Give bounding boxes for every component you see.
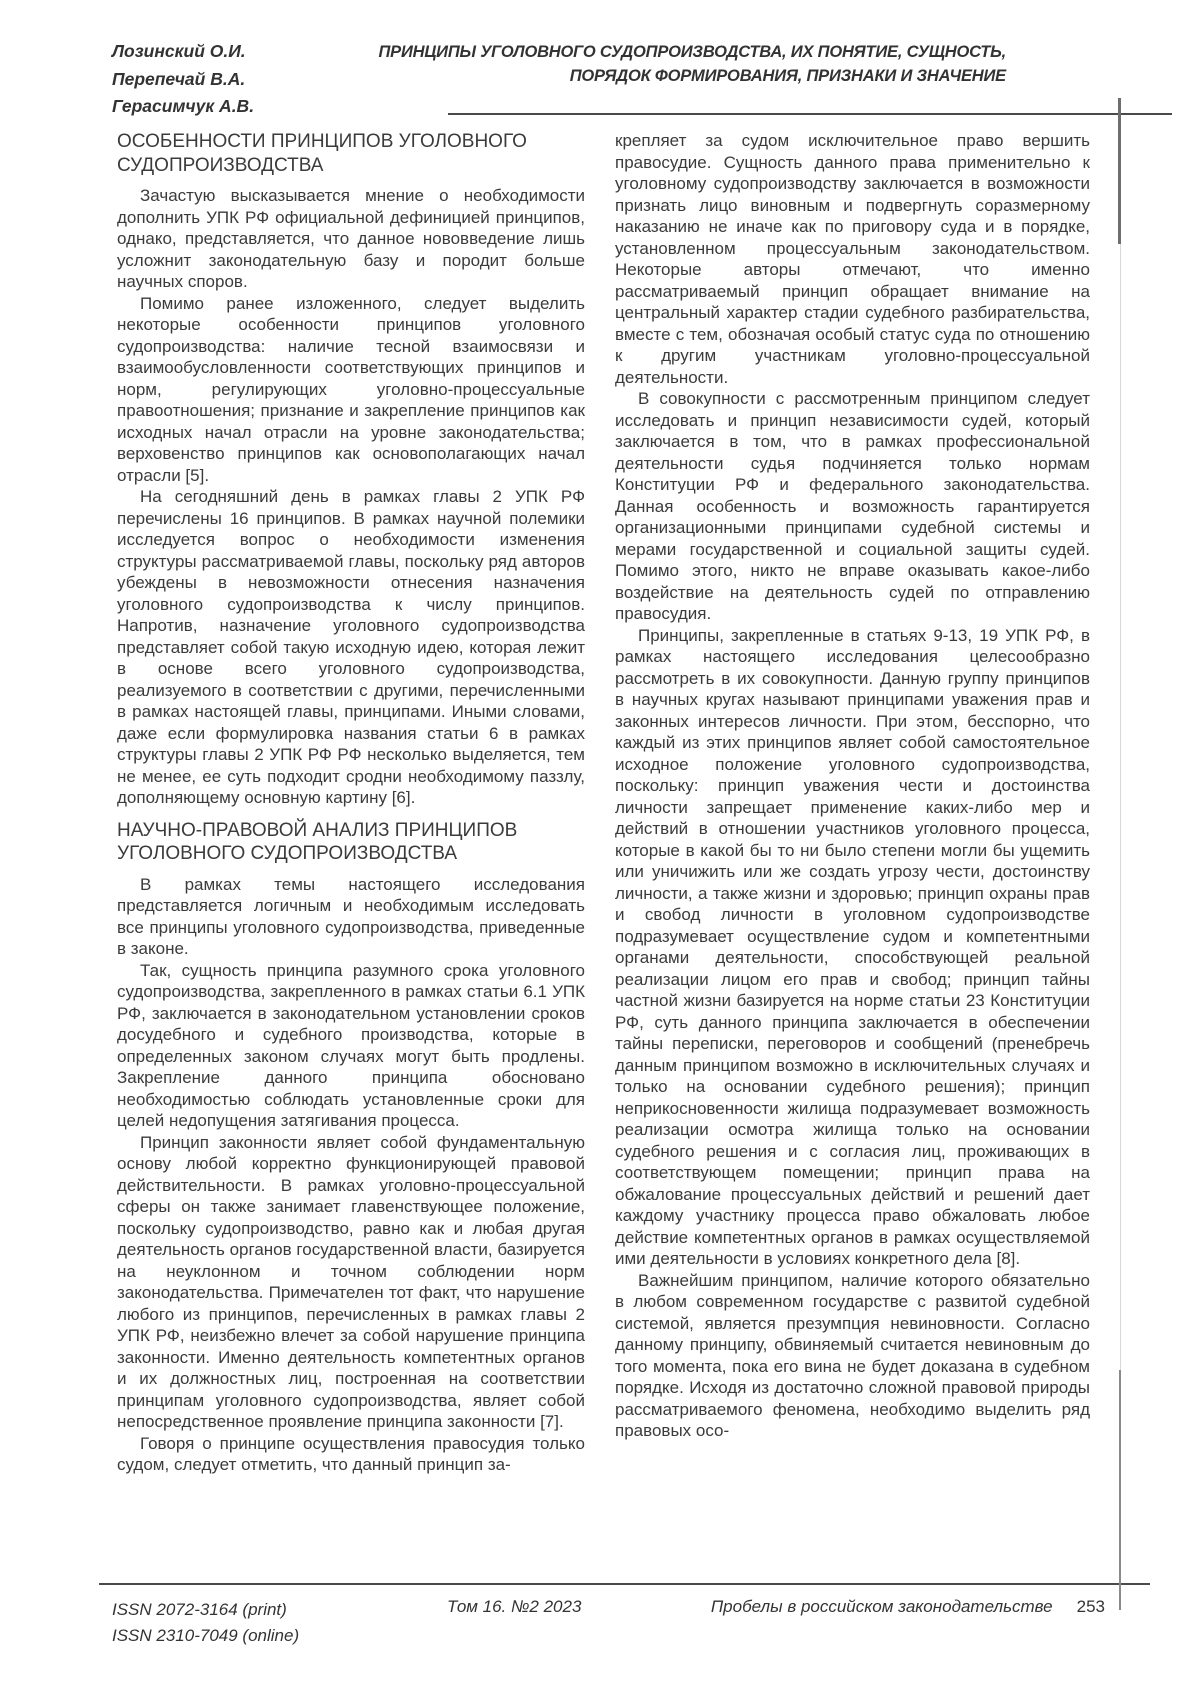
article-title-line2: ПОРЯДОК ФОРМИРОВАНИЯ, ПРИЗНАКИ И ЗНАЧЕНИЕ bbox=[569, 67, 1006, 85]
article-title-line1: ПРИНЦИПЫ УГОЛОВНОГО СУДОПРОИЗВОДСТВА, ИХ ПОНЯТИЕ, СУЩНОСТЬ, bbox=[378, 43, 1006, 61]
page-edge-artifact-bottom bbox=[1119, 1370, 1121, 1610]
body-paragraph: В рамках темы настоящего исследования представляется логичным и необходимым исследовать все принципы уголовного судопроизводства, приведенные в законе. bbox=[117, 874, 585, 958]
column-left bbox=[117, 130, 585, 1476]
section-heading-features: ОСОБЕННОСТИ ПРИНЦИПОВ УГОЛОВНОГО СУДОПРОИЗВОДСТВА bbox=[117, 131, 527, 176]
body-paragraph-continuation: крепляет за судом исключительное право вершить правосудие. Сущность данного права применительно к уголовному судопроизводству заключается в возможности признать лицо виновным и подвергнуть соразмерному наказанию не иначе как по приговору суда и в порядке, установленном процессуальным законодательством. Некоторые авторы отмечают, что именно рассматриваемый принцип обращает внимание на центральный характер стадии судебного разбирательства, вместе с тем, обозначая особый статус суда по отношению к другим участникам уголовно-процессуальной деятельности. bbox=[615, 131, 1090, 387]
journal-name-group bbox=[711, 1597, 1105, 1617]
author-line: Лозинский О.И. bbox=[112, 41, 246, 61]
article-title bbox=[330, 40, 1006, 88]
article-body bbox=[117, 130, 1090, 1476]
authors-block bbox=[112, 38, 254, 121]
volume-issue: Том 16. №2 2023 bbox=[447, 1597, 582, 1616]
body-paragraph: Зачастую высказывается мнение о необходимости дополнить УПК РФ официальной дефиницией принципов, однако, представляется, что данное нововведение лишь усложнит законодательную базу и породит больше научных споров. bbox=[117, 186, 585, 291]
body-paragraph: На сегодняшний день в рамках главы 2 УПК РФ перечислены 16 принципов. В рамках научной полемики исследуется вопрос о необходимости изменения структуры рассматриваемой главы, поскольку ряд авторов убеждены в невозможности отнесения назначения уголовного судопроизводства к числу принципов. Напротив, назначение уголовного судопроизводства представляет собой такую исходную идею, которая лежит в основе всего уголовного судопроизводства, реализуемого в соответствии с другими, перечисленными в рамках настоящей главы, принципами. Иными словами, даже если формулировка названия статьи 6 в рамках структуры главы 2 УПК РФ РФ несколько выделяется, тем не менее, ее суть подходит сродни необходимому паззлу, дополняющему основную картину [6]. bbox=[117, 487, 585, 807]
body-paragraph: Так, сущность принципа разумного срока уголовного судопроизводства, закрепленного в рамках статьи 6.1 УПК РФ, заключается в законодательном установлении сроков досудебного и судебного производства, которые в определенных законом случаях могут быть продлены. Закрепление данного принципа обосновано необходимостью соблюдать установленные сроки для целей недопущения затягивания процесса. bbox=[117, 960, 585, 1130]
journal-name: Пробелы в российском законодательстве bbox=[710, 1597, 1053, 1616]
body-paragraph: Принцип законности являет собой фундаментальную основу любой корректно функционирующей правовой действительности. В рамках уголовно-процессуальной сферы он также занимает главенствующее положение, поскольку судопроизводство, равно как и любая другая деятельность органов государственной власти, базируется на неуклонном и точном соблюдении норм законодательства. Примечателен тот факт, что нарушение любого из принципов, перечисленных в рамках главы 2 УПК РФ, неизбежно влечет за собой нарушение принципа законности. Именно деятельность компетентных органов и их должностных лиц, построенная на соответствии принципам уголовного судопроизводства, являет собой непосредственное проявление принципа законности [7]. bbox=[117, 1132, 585, 1431]
author-line: Герасимчук А.В. bbox=[112, 96, 255, 116]
footer bbox=[112, 1597, 1105, 1649]
header-divider bbox=[448, 113, 1172, 115]
body-paragraph: Принципы, закрепленные в статьях 9-13, 19 УПК РФ, в рамках настоящего исследования целесообразно рассмотреть в их совокупности. Данную группу принципов в научных кругах называют принципами уважения прав и законных интересов личности. При этом, бесспорно, что каждый из этих принципов являет собой самостоятельное исходное положение уголовного судопроизводства, поскольку: принцип уважения чести и достоинства личности запрещает применение каких-либо мер и действий в отношении участников уголовного процесса, которые в какой бы то ни было степени могли бы ущемить или уничижить или же создать угрозу чести, достоинству личности, а также жизни и здоровью; принцип охраны прав и свобод личности в уголовном судопроизводстве подразумевает осуществление судом и компетентными органами деятельности, способствующей реальной реализации лицом его прав и свобод; принцип тайны частной жизни базируется на норме статьи 23 Конституции РФ, суть данного принципа заключается в обеспечении тайны переписки, переговоров и сообщений (пренебречь данным принципом возможно в исключительных случаях и только на основании судебного решения); принцип неприкосновенности жилища подразумевает возможность реализации осмотра жилища только на основании судебного решения и с согласия лиц, проживающих в соответствующем помещении; принцип права на обжалование процессуальных действий и решений дает каждому участнику процесса право обжаловать любое действие компетентных органов в рамках осуществляемой ими деятельности в условиях конкретного дела [8]. bbox=[615, 625, 1090, 1268]
body-paragraph: В совокупности с рассмотренным принципом следует исследовать и принцип независимости судей, который заключается в том, что в рамках профессиональной деятельности судья подчиняется только нормам Конституции РФ и федерального законодательства. Данная особенность и возможность гарантируется организационными принципами судебной системы и мерами государственной и социальной защиты судей. Помимо этого, никто не вправе оказывать какое-либо воздействие на деятельность судей по отправлению правосудия. bbox=[615, 389, 1090, 623]
body-paragraph: Говоря о принципе осуществления правосудия только судом, следует отметить, что данный принцип за- bbox=[117, 1433, 585, 1474]
section-heading-analysis: НАУЧНО-ПРАВОВОЙ АНАЛИЗ ПРИНЦИПОВ УГОЛОВНОГО СУДОПРОИЗВОДСТВА bbox=[117, 819, 518, 864]
column-right bbox=[615, 130, 1090, 1476]
page-number: 253 bbox=[1076, 1597, 1105, 1616]
body-paragraph: Важнейшим принципом, наличие которого обязательно в любом современном государстве с развитой судебной системой, является презумпция невиновности. Согласно данному принципу, обвиняемый считается невиновным до того момента, пока его вина не будет доказана в судебном порядке. Исходя из достаточно сложной правовой природы рассматриваемого феномена, необходимо выделить ряд правовых осо- bbox=[615, 1270, 1090, 1440]
issn-print: ISSN 2072-3164 (print) bbox=[112, 1600, 287, 1619]
body-paragraph: Помимо ранее изложенного, следует выделить некоторые особенности принципов уголовного судопроизводства: наличие тесной взаимосвязи и взаимообусловленности соответствующих принципов и норм, регулирующих уголовно-процессуальные правоотношения; признание и закрепление принципов как исходных начал отрасли на уровне законодательства; верховенство принципов как основополагающих начал отрасли [5]. bbox=[117, 293, 585, 485]
author-line: Перепечай В.А. bbox=[112, 68, 246, 89]
page-edge-artifact-top bbox=[1118, 98, 1121, 244]
issn-online: ISSN 2310-7049 (online) bbox=[112, 1626, 300, 1645]
footer-divider bbox=[99, 1583, 1150, 1585]
